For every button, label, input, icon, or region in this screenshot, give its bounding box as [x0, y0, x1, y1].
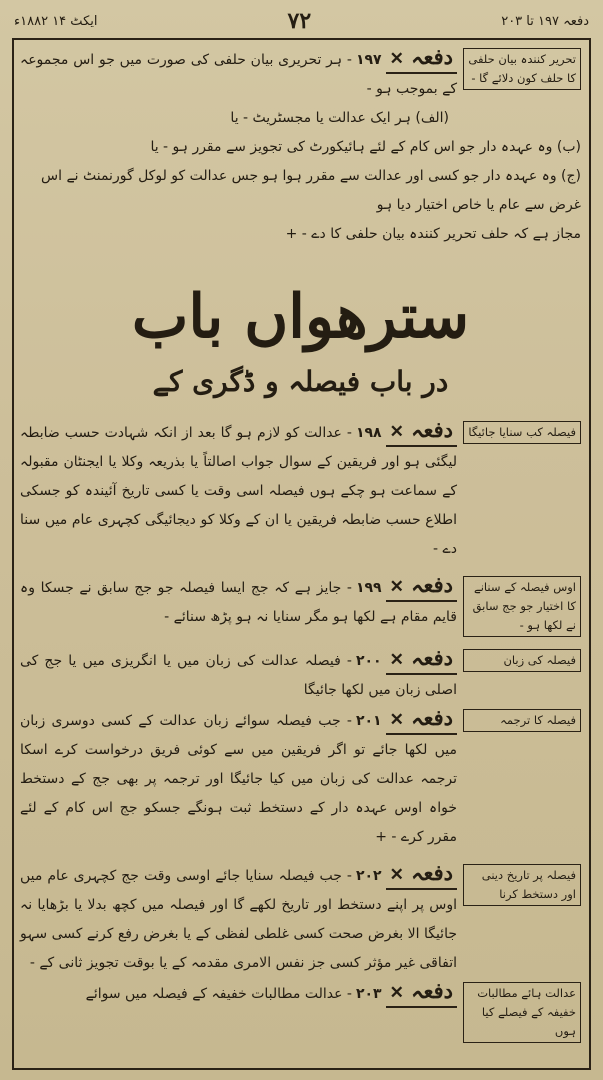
section-text-202: - جب فیصلہ سنایا جائے اوسی وقت جج کچہری عام میں اوس پر اپنے دستخط اور تاریخ لکھے گا اور فیصلہ میں کچھ بدلا یا بڑھایا نہ جائیگا الا بغرض صحت کسی غلطی لفظی کے یا بغرض رفع کرنے کسی سہو اتفاقی غیر مؤثر کسی جز نفس الامری مقدمہ کے یا بوقت تجویز ثانی کے -: [20, 868, 457, 971]
cross-mark-icon: ✕: [389, 577, 404, 597]
margin-note-200: فیصلہ کی زبان: [463, 649, 581, 672]
section-198-body: [20, 417, 457, 564]
section-201: [20, 705, 581, 852]
section-text-200: - فیصلہ عدالت کی زبان میں یا انگریزی میں یا جج کی اصلی زبان میں لکھا جائیگا: [20, 653, 457, 698]
chapter-subtitle: در باب فیصلہ و ڈگری کے: [152, 365, 449, 398]
margin-note-203: عدالت ہائے مطالبات خفیفہ کے فیصلے کیا ہوں: [463, 982, 581, 1043]
page-number: ۷۲: [287, 8, 312, 34]
cross-mark-icon: ✕: [389, 983, 404, 1003]
section-heading-199: [386, 572, 457, 602]
section-number-203: ۲۰۳: [355, 986, 382, 1002]
text-block: [14, 40, 589, 1068]
section-197: [20, 44, 581, 133]
header-section-range: دفعہ ۱۹۷ تا ۲۰۳: [501, 13, 589, 29]
margin-note-201: فیصلہ کا ترجمہ: [463, 709, 581, 732]
dafa-word: دفعہ: [411, 572, 453, 597]
section-200: [20, 645, 581, 705]
dafa-word: دفعہ: [411, 860, 453, 885]
section-text-203: - عدالت مطالبات خفیفہ کے فیصلہ میں سوائے: [85, 986, 352, 1002]
cross-mark-icon: ✕: [389, 422, 404, 442]
dafa-word: دفعہ: [411, 705, 453, 730]
header-act-title: ایکٹ ۱۴ ۱۸۸۲ء: [14, 13, 98, 29]
section-number-197: ۱۹۷: [355, 52, 382, 68]
section-202: [20, 860, 581, 978]
section-200-body: [20, 645, 457, 705]
section-198: [20, 417, 581, 564]
section-201-body: [20, 705, 457, 852]
section-heading-202: [386, 860, 457, 890]
margin-note-202: فیصلہ پر تاریخ دینی اور دستخط کرنا: [463, 864, 581, 906]
chapter-title: سترھواں باب: [131, 282, 470, 352]
cross-mark-icon: ✕: [389, 49, 404, 69]
section-203: [20, 978, 581, 1043]
section-number-202: ۲۰۲: [355, 868, 382, 884]
clause-end-197: مجاز ہے کہ حلف تحریر کنندہ بیان حلفی کا دے - +: [285, 226, 581, 242]
section-203-body: [20, 978, 457, 1009]
section-text-197: - ہر تحریری بیان حلفی کی صورت میں جو اس مجموعہ کے بموجب ہو -: [20, 52, 457, 97]
section-text-198: - عدالت کو لازم ہو گا بعد از انکہ شہادت حسب ضابطہ لیگئی ہو اور فریقین کے سوال جواب اصالتاً یا بذریعہ وکلا یا ایجنٹان مقبولہ کے سماعت ہو چکے ہوں فیصلہ اسی وقت یا کسی تاریخ آئیندہ کو جسکی اطلاع حسب ضابطہ فریقین یا ان کے وکلا کو دیجائیگی کچہری عام میں سنا دے -: [20, 425, 457, 557]
margin-note-197: تحریر کنندہ بیان حلفی کا حلف کون دلائے گا -: [463, 48, 581, 90]
dafa-word: دفعہ: [411, 417, 453, 442]
cross-mark-icon: ✕: [389, 710, 404, 730]
section-199-body: [20, 572, 457, 632]
clause-a-197: (الف) ہر ایک عدالت یا مجسٹریٹ - یا: [230, 110, 449, 126]
section-197-body: [20, 44, 457, 133]
cross-mark-icon: ✕: [389, 865, 404, 885]
section-number-198: ۱۹۸: [355, 425, 382, 441]
section-202-body: [20, 860, 457, 978]
page-frame: [12, 38, 591, 1070]
dafa-word: دفعہ: [411, 978, 453, 1003]
dafa-word: دفعہ: [411, 645, 453, 670]
section-number-201: ۲۰۱: [355, 713, 382, 729]
section-number-199: ۱۹۹: [355, 580, 382, 596]
section-heading-198: [386, 417, 457, 447]
section-heading-203: [386, 978, 457, 1008]
margin-note-199: اوس فیصلہ کے سنانے کا اختیار جو جج سابق نے لکھا ہو -: [463, 576, 581, 637]
section-heading-200: [386, 645, 457, 675]
dafa-word: دفعہ: [411, 44, 453, 69]
section-text-199: - جایز ہے کہ جج ایسا فیصلہ جو جج سابق نے جسکا وہ قایم مقام ہے لکھا ہو مگر سنایا نہ ہو پڑھ سنائے -: [20, 580, 457, 625]
section-text-201: - جب فیصلہ سوائے زبان عدالت کے کسی دوسری زبان میں لکھا جائے تو اگر فریقین میں سے کوئی فریق درخواست کرے اسکا ترجمہ عدالت کی زبان میں کیا جائیگا اور ترجمہ پر بھی جج کے دستخط خواہ اوس عہدہ دار کے دستخط ثبت ہونگے جسکو جج اس کام کے لئے مقرر کرے - +: [20, 713, 457, 845]
clause-c-197: (ج) وہ عہدہ دار جو کسی اور عدالت سے مقرر ہوا ہو جس عدالت کو لوکل گورنمنٹ نے اس غرض سے عام یا خاص اختیار دیا ہو: [41, 168, 581, 213]
section-heading-201: [386, 705, 457, 735]
cross-mark-icon: ✕: [389, 650, 404, 670]
margin-note-198: فیصلہ کب سنایا جائیگا: [463, 421, 581, 444]
section-199: [20, 572, 581, 637]
clause-b-197: (ب) وہ عہدہ دار جو اس کام کے لئے ہائیکورٹ کی تجویز سے مقرر ہو - یا: [150, 139, 581, 155]
section-heading-197: [386, 44, 457, 74]
running-header: [14, 8, 589, 34]
section-number-200: ۲۰۰: [355, 653, 382, 669]
